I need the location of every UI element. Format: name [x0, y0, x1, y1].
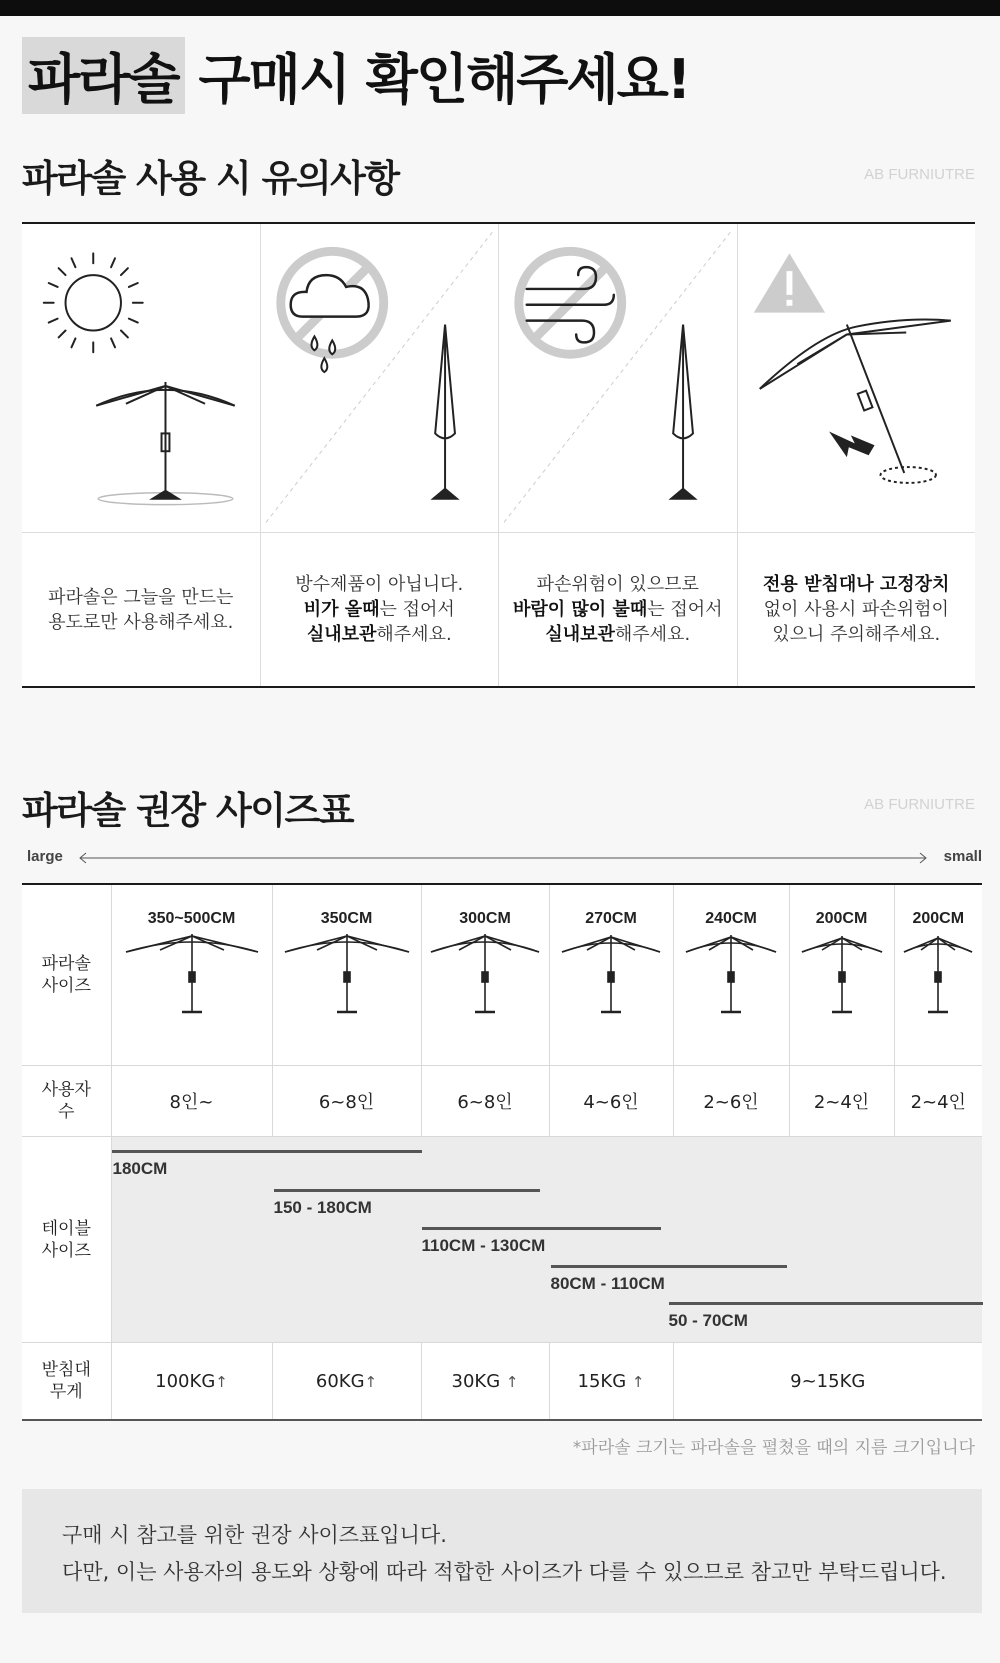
caution-section-title: 파라솔 사용 시 유의사항 — [22, 157, 399, 200]
page-title — [22, 35, 689, 115]
size-cell — [789, 884, 894, 1066]
size-label: 200CM — [912, 910, 965, 927]
caption-bold: 바람이 많이 불때 — [512, 599, 648, 620]
weight-cell: 15KG ↑ — [549, 1343, 673, 1421]
users-cell: 6~8인 — [272, 1066, 421, 1137]
size-cell — [421, 884, 549, 1066]
range-bar — [422, 1227, 661, 1230]
caption-wind — [499, 533, 737, 686]
row-header-table: 테이블 사이즈 — [22, 1137, 111, 1343]
weight-cell: 9~15KG — [673, 1343, 982, 1421]
caution-panel-rain — [261, 224, 500, 686]
users-cell: 4~6인 — [549, 1066, 673, 1137]
users-cell: 2~6인 — [673, 1066, 789, 1137]
weight-cell: 60KG↑ — [272, 1343, 421, 1421]
top-bar — [0, 0, 1000, 16]
umbrella-icon — [427, 928, 543, 1016]
caption-line: 있으니 주의해주세요. — [772, 624, 941, 645]
size-table — [22, 883, 982, 1421]
size-cell — [894, 884, 982, 1066]
umbrella-icon — [798, 928, 886, 1016]
up-arrow-icon: ↑ — [505, 1372, 519, 1391]
warning-icon — [738, 224, 976, 533]
size-section-title: 파라솔 권장 사이즈표 — [22, 789, 353, 832]
row-header-size: 파라솔 사이즈 — [22, 884, 111, 1066]
title-highlight: 파라솔 — [22, 37, 185, 114]
size-label: 350CM — [320, 910, 373, 927]
caption-bold: 실내보관 — [306, 624, 377, 645]
size-cell — [111, 884, 272, 1066]
sun-umbrella-icon — [22, 224, 260, 533]
notice-line: 다만, 이는 사용자의 용도와 상황에 따라 적합한 사이즈가 다를 수 있으므로 참고만 부탁드립니다. — [62, 1560, 947, 1584]
caution-panel-wind — [499, 224, 738, 686]
table-row — [22, 1137, 982, 1343]
scale-small-label: small — [943, 848, 982, 865]
size-label: 270CM — [585, 910, 637, 927]
range-label: 80CM - 110CM — [550, 1274, 665, 1293]
table-row — [22, 1343, 982, 1421]
scale-large-label: large — [27, 848, 63, 865]
table-row — [22, 884, 982, 1066]
umbrella-icon — [900, 928, 976, 1016]
umbrella-icon — [558, 928, 664, 1016]
users-cell: 2~4인 — [789, 1066, 894, 1137]
caption-bold: 비가 올때 — [303, 599, 380, 620]
range-bar — [112, 1150, 422, 1153]
caution-panel-warning — [738, 224, 976, 686]
caption-rain — [261, 533, 499, 686]
caption-line: 방수제품이 아닙니다. — [295, 574, 464, 595]
caption-line: 파손위험이 있으므로 — [536, 574, 699, 595]
row-header-weight: 받침대 무게 — [22, 1343, 111, 1421]
umbrella-icon — [122, 928, 262, 1016]
brand-watermark: AB FURNIUTRE — [864, 796, 975, 813]
size-cell — [673, 884, 789, 1066]
caption-line: 용도로만 사용해주세요. — [48, 611, 234, 633]
caution-panel-sun — [22, 224, 261, 686]
users-cell: 2~4인 — [894, 1066, 982, 1137]
caution-panels — [22, 222, 975, 688]
weight-cell: 30KG ↑ — [421, 1343, 549, 1421]
caption-line: 는 접어서 — [379, 599, 455, 620]
table-size-chart — [111, 1137, 982, 1343]
range-label: 50 - 70CM — [668, 1311, 748, 1330]
range-label: 150 - 180CM — [273, 1198, 372, 1217]
caption-bold: 실내보관 — [545, 624, 615, 645]
size-scale — [22, 848, 982, 870]
users-cell: 8인~ — [111, 1066, 272, 1137]
size-label: 350~500CM — [147, 910, 236, 927]
caption-line: 해주세요. — [614, 624, 691, 645]
umbrella-icon — [682, 928, 780, 1016]
range-label: 110CM - 130CM — [421, 1236, 546, 1255]
users-cell: 6~8인 — [421, 1066, 549, 1137]
caption-line: 는 접어서 — [647, 599, 723, 620]
no-rain-icon — [261, 224, 499, 533]
size-footnote: *파라솔 크기는 파라솔을 펼쳤을 때의 지름 크기입니다 — [572, 1438, 975, 1458]
size-label: 240CM — [705, 910, 757, 927]
caption-warning — [738, 533, 976, 686]
size-label: 300CM — [459, 910, 511, 927]
range-bar — [274, 1189, 540, 1192]
caption-line: 해주세요. — [376, 624, 452, 645]
notice-line: 구매 시 참고를 위한 권장 사이즈표입니다. — [62, 1523, 447, 1547]
caption-line: 없이 사용시 파손위험이 — [763, 599, 949, 620]
range-bar — [669, 1302, 983, 1305]
title-rest: 구매시 확인해주세요! — [198, 47, 690, 111]
caption-bold: 전용 받침대나 고정장치 — [763, 574, 950, 595]
caption-sun — [22, 533, 260, 686]
notice-box — [22, 1489, 982, 1613]
umbrella-icon — [281, 928, 413, 1016]
caption-line: 파라솔은 그늘을 만드는 — [48, 586, 234, 608]
weight-cell: 100KG↑ — [111, 1343, 272, 1421]
size-cell — [549, 884, 673, 1066]
range-bar — [551, 1265, 787, 1268]
range-label: 180CM — [112, 1159, 168, 1178]
up-arrow-icon: ↑ — [364, 1372, 378, 1391]
no-wind-icon — [499, 224, 737, 533]
size-cell — [272, 884, 421, 1066]
row-header-users: 사용자 수 — [22, 1066, 111, 1137]
up-arrow-icon: ↑ — [215, 1372, 228, 1391]
brand-watermark: AB FURNIUTRE — [864, 166, 975, 183]
up-arrow-icon: ↑ — [631, 1372, 645, 1391]
double-arrow-icon — [78, 850, 930, 866]
size-label: 200CM — [815, 910, 868, 927]
table-row — [22, 1066, 982, 1137]
